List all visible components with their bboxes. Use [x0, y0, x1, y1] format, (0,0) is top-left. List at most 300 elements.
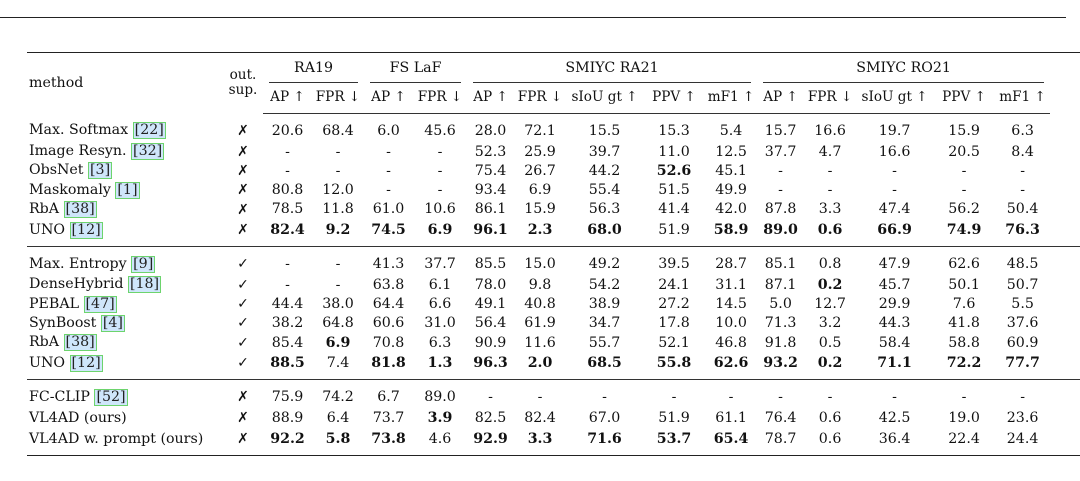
citation-link[interactable]: [12]	[71, 354, 101, 371]
table-cell: 58.4	[878, 334, 911, 351]
table-cell: 67.0	[588, 409, 621, 426]
table-cell: 87.1	[764, 276, 797, 293]
table-cell: 72.2	[946, 355, 982, 372]
table-cell: 71.6	[566, 428, 643, 456]
table-row	[27, 294, 1080, 313]
table-cell: -	[995, 380, 1050, 409]
table-cell: 44.3	[878, 315, 911, 332]
table-cell: 44.4	[271, 296, 304, 313]
table-cell: -	[566, 380, 643, 409]
table-cell: -	[892, 182, 897, 199]
table-cell: 40.8	[524, 296, 556, 313]
table-cell: 39.5	[643, 247, 705, 276]
table-cell: 6.9	[427, 222, 453, 239]
citation-link[interactable]: [9]	[133, 255, 154, 272]
table-cell: 52.1	[658, 334, 690, 351]
table-cell: 24.1	[658, 276, 690, 293]
method-name: FC-CLIP [52]	[27, 380, 223, 409]
table-cell: -	[386, 182, 391, 199]
table-cell: 11.8	[322, 201, 354, 218]
row-spacer	[1050, 114, 1080, 143]
table-cell: 1.3	[427, 355, 453, 372]
citation-link[interactable]: [4]	[102, 314, 123, 331]
table-cell: 9.8	[528, 276, 552, 293]
table-cell: -	[778, 182, 783, 199]
citation-link[interactable]: [22]	[134, 122, 164, 139]
table-cell: -	[335, 162, 341, 179]
table-row	[27, 114, 1080, 143]
table-cell: -	[467, 380, 514, 409]
table-cell: 23.6	[1006, 409, 1039, 426]
table-cell: 5.5	[1011, 296, 1034, 313]
table-row	[27, 408, 1080, 427]
table-cell: 3.3	[514, 428, 566, 456]
header-metric: AP ↑	[263, 83, 312, 114]
table-cell: -	[285, 143, 290, 160]
table-cell: 64.4	[372, 296, 405, 313]
method-name: RbA [38]	[29, 334, 95, 351]
table-cell: 53.7	[643, 428, 705, 456]
row-spacer	[1050, 333, 1080, 352]
header-group-fs-laf: FS LaF	[364, 53, 467, 84]
method-name: PEBAL [47]	[29, 295, 115, 312]
header-metric: PPV ↑	[643, 83, 705, 114]
table-cell: 15.9	[948, 122, 980, 139]
table-cell: 6.6	[428, 296, 452, 313]
citation-link[interactable]: [18]	[129, 276, 160, 293]
header-group-smiyc-ro21: SMIYC RO21	[757, 53, 1050, 84]
table-cell: 19.0	[948, 409, 980, 426]
row-spacer	[1050, 161, 1080, 180]
table-cell: 6.3	[428, 334, 452, 351]
method-name: SynBoost [4]	[29, 314, 123, 331]
method-name: VL4AD w. prompt (ours)	[27, 428, 223, 456]
table-cell: 38.9	[588, 296, 621, 313]
method-name: Max. Softmax [22]	[29, 122, 164, 139]
table-cell: 0.6	[817, 222, 843, 239]
table-cell: 20.5	[948, 143, 980, 160]
table-cell: 64.8	[322, 315, 354, 332]
table-cell: 55.7	[588, 334, 621, 351]
table-cell: 55.4	[588, 182, 621, 199]
table-cell: 65.4	[705, 428, 757, 456]
table-cell: 22.4	[933, 428, 995, 456]
cross-icon: ✗	[223, 380, 263, 409]
table-cell: 24.4	[995, 428, 1050, 456]
table-cell: 3.3	[818, 201, 842, 218]
row-spacer	[1050, 352, 1080, 380]
row-spacer	[1050, 275, 1080, 294]
table-cell: 36.4	[856, 428, 933, 456]
header-metric: mF1 ↑	[995, 83, 1050, 114]
table-cell: 92.9	[467, 428, 514, 456]
check-icon: ✓	[237, 334, 249, 351]
table-cell: -	[335, 143, 341, 160]
table-cell: -	[892, 162, 897, 179]
header-method: method	[27, 53, 223, 114]
citation-link[interactable]: [38]	[65, 201, 95, 218]
table-row	[27, 352, 1080, 380]
table-cell: 68.5	[587, 355, 622, 372]
table-cell: 74.2	[312, 380, 364, 409]
table-cell: 15.3	[658, 122, 690, 139]
table-cell: 15.9	[524, 201, 556, 218]
table-cell: 61.9	[524, 315, 556, 332]
header-group-ra19: RA19	[263, 53, 364, 84]
table-cell: 6.4	[326, 409, 350, 426]
table-cell: 5.4	[719, 122, 743, 139]
table-cell: -	[263, 247, 312, 276]
table-cell: 20.6	[271, 122, 304, 139]
citation-link[interactable]: [12]	[71, 221, 101, 238]
table-cell: 88.9	[271, 409, 304, 426]
table-cell: -	[804, 380, 856, 409]
row-spacer	[1050, 247, 1080, 276]
row-spacer	[1050, 428, 1080, 456]
table-cell: -	[933, 380, 995, 409]
cross-icon: ✗	[237, 201, 249, 218]
table-cell: -	[705, 380, 757, 409]
header-metric: AP ↑	[364, 83, 413, 114]
table-cell: 14.5	[715, 296, 747, 313]
cross-icon: ✗	[223, 428, 263, 456]
table-cell: 78.5	[271, 201, 304, 218]
table-cell: -	[386, 162, 391, 179]
table-cell: 74.9	[946, 222, 982, 239]
citation-link[interactable]: [47]	[85, 295, 115, 312]
results-table	[27, 52, 1080, 456]
header-metric: AP ↑	[757, 83, 804, 114]
table-cell: 3.9	[427, 409, 453, 426]
table-cell: -	[827, 162, 833, 179]
method-name: VL4AD (ours)	[29, 409, 127, 426]
table-cell: -	[312, 247, 364, 276]
row-spacer	[1050, 294, 1080, 313]
check-icon: ✓	[237, 315, 249, 332]
table-cell: 58.8	[948, 334, 980, 351]
header-metric: FPR ↓	[514, 83, 566, 114]
header-metric: mF1 ↑	[705, 83, 757, 114]
table-cell: -	[437, 162, 443, 179]
table-cell: 46.8	[715, 334, 747, 351]
table-cell: 27.2	[658, 296, 690, 313]
table-cell: 12.0	[322, 182, 354, 199]
table-cell: 60.9	[1006, 334, 1039, 351]
table-cell: 61.1	[715, 409, 747, 426]
method-name: Image Resyn. [32]	[29, 143, 163, 160]
table-cell: 47.4	[878, 201, 911, 218]
row-spacer	[1050, 219, 1080, 247]
table-cell: 25.9	[524, 143, 556, 160]
table-cell: 3.2	[818, 315, 842, 332]
table-cell: 56.4	[474, 315, 507, 332]
table-cell: 51.5	[658, 182, 690, 199]
table-cell: -	[1020, 182, 1025, 199]
method-name: UNO [12]	[29, 221, 101, 238]
check-icon: ✓	[237, 276, 249, 293]
table-cell: 49.9	[715, 182, 747, 199]
header-metric: sIoU gt ↑	[856, 83, 933, 114]
table-cell: -	[437, 143, 443, 160]
table-cell: 50.1	[948, 276, 980, 293]
table-cell: 37.7	[764, 143, 797, 160]
table-cell: 75.9	[263, 380, 312, 409]
table-cell: 0.2	[817, 355, 843, 372]
table-cell: 73.8	[364, 428, 413, 456]
table-cell: 37.7	[413, 247, 467, 276]
table-cell: 26.7	[524, 162, 556, 179]
table-cell: 76.3	[1005, 222, 1040, 239]
table-cell: 17.8	[658, 315, 690, 332]
table-cell: 90.9	[474, 334, 507, 351]
table-cell: 82.4	[524, 409, 556, 426]
table-cell: 71.3	[764, 315, 797, 332]
table-cell: 6.0	[377, 122, 400, 139]
table-cell: 72.1	[524, 122, 556, 139]
table-cell: 56.2	[948, 201, 980, 218]
table-cell: 96.3	[473, 355, 508, 372]
table-cell: -	[778, 162, 783, 179]
header-metric: FPR ↓	[312, 83, 364, 114]
table-cell: 50.4	[1006, 201, 1039, 218]
table-cell: 82.5	[474, 409, 507, 426]
row-spacer	[1050, 181, 1080, 200]
table-cell: 49.2	[566, 247, 643, 276]
table-row	[27, 142, 1080, 161]
check-icon: ✓	[237, 355, 249, 372]
citation-link[interactable]: [1]	[117, 181, 138, 198]
table-cell: 31.0	[424, 315, 456, 332]
check-icon: ✓	[223, 247, 263, 276]
table-cell: 76.4	[764, 409, 797, 426]
table-cell: 2.3	[527, 222, 553, 239]
table-cell: 93.2	[763, 355, 798, 372]
header-out-sup	[223, 53, 263, 114]
table-row	[27, 333, 1080, 352]
table-cell: 41.8	[948, 315, 980, 332]
table-cell: 62.6	[713, 355, 749, 372]
table-cell: -	[437, 182, 443, 199]
table-cell: 12.5	[715, 143, 747, 160]
table-cell: 6.1	[428, 276, 452, 293]
method-name: Max. Entropy [9]	[27, 247, 223, 276]
table-cell: 89.0	[763, 222, 798, 239]
table-cell: -	[1020, 162, 1025, 179]
table-cell: 49.1	[474, 296, 507, 313]
table-cell: -	[643, 380, 705, 409]
table-cell: 52.3	[474, 143, 507, 160]
table-cell: 93.4	[474, 182, 507, 199]
top-rule	[0, 17, 1066, 18]
row-spacer	[1050, 408, 1080, 427]
row-spacer	[1050, 142, 1080, 161]
table-cell: -	[827, 182, 833, 199]
table-cell: 16.6	[814, 122, 846, 139]
method-name: RbA [38]	[29, 201, 95, 218]
table-cell: 44.2	[588, 162, 621, 179]
header-metric: sIoU gt ↑	[566, 83, 643, 114]
table-cell: 0.6	[804, 428, 856, 456]
table-cell: 9.2	[325, 222, 351, 239]
table-cell: 45.1	[715, 162, 747, 179]
cross-icon: ✗	[237, 162, 249, 179]
table-cell: 50.7	[1006, 276, 1039, 293]
table-cell: 85.1	[757, 247, 804, 276]
header-metric: FPR ↓	[804, 83, 856, 114]
table-cell: 6.7	[364, 380, 413, 409]
table-row	[27, 181, 1080, 200]
table-cell: 63.8	[372, 276, 405, 293]
table-cell: 70.8	[372, 334, 405, 351]
header-metric: PPV ↑	[933, 83, 995, 114]
row-spacer	[1050, 200, 1080, 219]
table-cell: 88.5	[270, 355, 305, 372]
table-row	[27, 200, 1080, 219]
table-cell: 45.7	[878, 276, 911, 293]
table-cell: 68.4	[322, 122, 354, 139]
table-cell: 42.0	[715, 201, 747, 218]
table-cell: 45.6	[424, 122, 456, 139]
table-cell: 92.2	[263, 428, 312, 456]
cross-icon: ✗	[237, 410, 249, 427]
table-cell: -	[285, 162, 290, 179]
table-cell: 81.8	[371, 355, 406, 372]
table-cell: 85.4	[271, 334, 304, 351]
table-cell: 82.4	[270, 222, 305, 239]
table-cell: 78.7	[757, 428, 804, 456]
method-name: DenseHybrid [18]	[29, 276, 160, 293]
table-cell: -	[961, 162, 967, 179]
table-cell: 4.6	[413, 428, 467, 456]
header-metric: FPR ↓	[413, 83, 467, 114]
table-cell: 89.0	[413, 380, 467, 409]
table-cell: 38.0	[322, 296, 354, 313]
header-spacer	[1050, 53, 1080, 114]
table-cell: 29.9	[878, 296, 911, 313]
table-cell: 54.2	[588, 276, 621, 293]
cross-icon: ✗	[237, 122, 249, 139]
citation-link[interactable]: [3]	[90, 162, 111, 179]
method-name: Maskomaly [1]	[29, 181, 138, 198]
table-cell: 10.0	[715, 315, 747, 332]
table-row	[27, 314, 1080, 333]
table-cell: 15.0	[514, 247, 566, 276]
method-name: ObsNet [3]	[29, 162, 111, 179]
table-row	[27, 219, 1080, 247]
table-cell: 47.9	[856, 247, 933, 276]
table-cell: 80.8	[271, 182, 304, 199]
cross-icon: ✗	[237, 222, 249, 239]
table-cell: 7.4	[326, 355, 350, 372]
table-cell: 68.0	[587, 222, 622, 239]
table-cell: 0.2	[817, 276, 843, 293]
table-cell: -	[856, 380, 933, 409]
check-icon: ✓	[237, 296, 249, 313]
table-cell: 74.5	[371, 222, 406, 239]
table-cell: 7.6	[952, 296, 976, 313]
table-cell: -	[285, 276, 290, 293]
table-cell: 61.0	[372, 201, 405, 218]
table-cell: 37.6	[1006, 315, 1039, 332]
table-cell: 0.5	[818, 334, 842, 351]
table-cell: 62.6	[933, 247, 995, 276]
row-spacer	[1050, 314, 1080, 333]
table-cell: 2.0	[527, 355, 553, 372]
table-cell: 5.8	[312, 428, 364, 456]
citation-link[interactable]: [52]	[96, 388, 126, 405]
table-cell: 5.0	[769, 296, 792, 313]
table-cell: 78.0	[474, 276, 507, 293]
table-cell: 48.5	[995, 247, 1050, 276]
table-cell: 10.6	[424, 201, 456, 218]
table-row	[27, 161, 1080, 180]
table-cell: 73.7	[372, 409, 405, 426]
table-cell: 6.9	[528, 182, 552, 199]
table-cell: 12.7	[814, 296, 846, 313]
table-cell: -	[514, 380, 566, 409]
table-cell: 28.0	[474, 122, 507, 139]
header-group-smiyc-ra21: SMIYC RA21	[467, 53, 757, 84]
table-cell: 56.3	[588, 201, 621, 218]
table-cell: 11.0	[658, 143, 690, 160]
table-cell: 11.6	[524, 334, 556, 351]
table-row	[27, 247, 1080, 276]
table-cell: -	[757, 380, 804, 409]
table-cell: 31.1	[715, 276, 747, 293]
citation-link[interactable]: [32]	[133, 143, 163, 160]
table-cell: 34.7	[588, 315, 621, 332]
table-row	[27, 428, 1080, 456]
table-cell: 96.1	[473, 222, 508, 239]
citation-link[interactable]: [38]	[65, 334, 95, 351]
table-cell: 4.7	[818, 143, 842, 160]
table-cell: 0.8	[804, 247, 856, 276]
table-cell: 38.2	[271, 315, 304, 332]
table-cell: 6.3	[1011, 122, 1034, 139]
table-cell: 42.5	[878, 409, 911, 426]
table-cell: 55.8	[656, 355, 692, 372]
method-name: UNO [12]	[29, 354, 101, 371]
table-cell: 28.7	[705, 247, 757, 276]
table-cell: 58.9	[713, 222, 749, 239]
table-cell: 41.4	[658, 201, 690, 218]
table-cell: 8.4	[1011, 143, 1034, 160]
table-cell: 60.6	[372, 315, 405, 332]
table-cell: 0.6	[818, 409, 842, 426]
table-body	[27, 114, 1080, 456]
table-cell: 15.5	[588, 122, 621, 139]
row-spacer	[1050, 380, 1080, 409]
table-cell: 86.1	[474, 201, 507, 218]
header-out-sup-label: out. sup.	[228, 66, 258, 99]
table-cell: 91.8	[764, 334, 797, 351]
table-cell: 85.5	[467, 247, 514, 276]
results-table-container	[27, 52, 1046, 456]
table-cell: 52.6	[656, 162, 692, 179]
table-cell: 71.1	[877, 355, 912, 372]
table-row	[27, 275, 1080, 294]
table-cell: 51.9	[658, 222, 690, 239]
table-cell: 51.9	[658, 409, 690, 426]
table-cell: -	[961, 182, 967, 199]
table-cell: 77.7	[1005, 355, 1040, 372]
table-cell: 66.9	[877, 222, 912, 239]
table-cell: 41.3	[364, 247, 413, 276]
table-cell: 6.9	[325, 334, 351, 351]
cross-icon: ✗	[237, 182, 249, 199]
table-cell: 75.4	[474, 162, 507, 179]
table-cell: -	[335, 276, 341, 293]
